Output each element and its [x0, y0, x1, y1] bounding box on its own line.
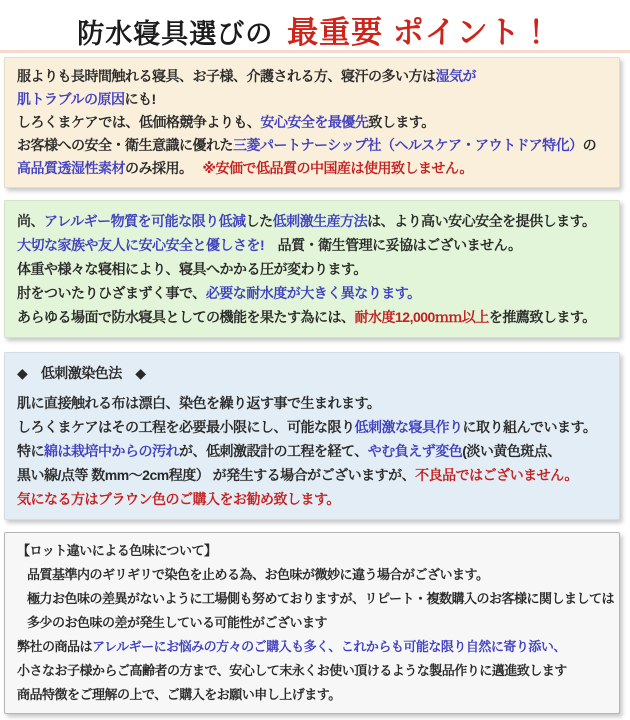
text-segment: 小さなお子様からご高齢者の方まで、安心して末永くお使い頂けるような製品作りに邁進致します: [17, 663, 567, 678]
text-segment: 低刺激な寝具作り: [354, 419, 463, 435]
text-line: [17, 157, 607, 180]
text-line: [17, 415, 607, 439]
text-segment: アレルギーにお悩みの方々のご購入も多く、これからも可能な限り自然に寄り添い、: [92, 639, 566, 654]
text-segment: あらゆる場面で防水寝具としての機能を果たす為には、: [17, 309, 355, 325]
section-dyeing-method-heading: ◆ 低刺激染色法 ◆: [17, 365, 146, 381]
text-line: [17, 611, 607, 635]
text-segment: 商品特徴をご理解の上で、ご購入をお願い申し上げます。: [17, 687, 341, 702]
divider-line: [0, 50, 630, 53]
text-segment: の: [582, 137, 597, 153]
text-segment: が、低刺激設計の工程を経て、: [179, 443, 368, 459]
text-line: [17, 111, 607, 134]
text-segment: 大切な家族や友人に安心安全と優しさを!: [17, 237, 265, 253]
text-segment: 三菱パートナーシップ社（ヘルスケア・アウトドア特化）: [233, 137, 583, 153]
page-title-highlight: 最重要 ポイント！: [287, 15, 553, 50]
text-line: [17, 209, 607, 233]
text-segment: やむ負えず変色: [367, 443, 463, 459]
text-line: [17, 635, 607, 659]
text-segment: 肘をついたりひざまずく事で、: [17, 285, 206, 301]
text-segment: のみ採用。: [125, 160, 203, 176]
page-title: [0, 0, 630, 52]
text-segment: ※安価で低品質の中国産は使用致しません。: [202, 160, 473, 176]
text-segment: した: [245, 213, 273, 229]
section-lot-color-note-body: [17, 563, 614, 707]
text-segment: しろくまケアでは、低価格競争よりも、: [17, 114, 261, 130]
text-line: [17, 65, 607, 88]
text-segment: 耐水度12,000ｍｍ以上: [354, 309, 489, 325]
text-segment: 安心安全を最優先: [260, 114, 369, 130]
text-segment: 高品質透湿性素材: [17, 160, 125, 176]
text-segment: しろくまケアはその工程を必要最小限にし、可能な限り: [17, 419, 355, 435]
text-line: [17, 487, 607, 511]
section-lot-color-note-heading: 【ロット違いによる色味について】: [17, 543, 217, 558]
text-segment: 極力お色味の差異がないように工場側も努めておりますが、リピート・複数購入のお客様に関しましては: [27, 591, 614, 606]
section-lot-color-note: [4, 532, 620, 714]
text-segment: 多少のお色味の差が発生している可能性がございます: [27, 615, 328, 630]
text-segment: にも!: [124, 91, 156, 107]
text-line: [17, 391, 607, 415]
text-segment: (淡い黄色斑点、: [462, 443, 561, 459]
text-line: [17, 281, 607, 305]
text-segment: 品質基準内のギリギリで染色を止める為、お色味が微妙に違う場合がございます。: [27, 567, 489, 582]
section-dyeing-method: [4, 352, 620, 520]
text-line: [17, 305, 607, 329]
text-segment: 低刺激生産方法: [272, 213, 368, 229]
text-segment: 黒い線/点等 数mm〜2cm程度） が発生する場合がございますが、: [17, 467, 416, 483]
text-segment: 湿気が: [435, 68, 476, 84]
section-dyeing-method-body: [17, 391, 607, 511]
text-segment: 体重や様々な寝相により、寝具へかかる圧が変わります。: [17, 261, 367, 277]
text-segment: を推薦致します。: [488, 309, 596, 325]
text-segment: 肌に直接触れる布は漂白、染色を繰り返す事で生まれます。: [17, 395, 381, 411]
text-segment: 気になる方はブラウン色のご購入をお勧め致します。: [17, 491, 340, 507]
text-line: [17, 659, 607, 683]
text-line: [17, 88, 607, 111]
text-segment: 特に: [17, 443, 44, 459]
text-line: [17, 257, 607, 281]
page-title-main: 防水寝具選びの: [77, 19, 274, 49]
text-line: [17, 683, 607, 707]
text-line: [17, 563, 607, 587]
section-safety-policy-body: [17, 65, 607, 180]
text-segment: 品質・衛生管理に妥協はございません。: [264, 237, 522, 253]
text-segment: 肌トラブルの原因: [17, 91, 125, 107]
section-hypoallergenic-waterproof: [4, 200, 620, 338]
section-safety-policy: [4, 57, 620, 188]
text-segment: 致します。: [368, 114, 435, 130]
text-segment: 綿は栽培中からの汚れ: [44, 443, 179, 459]
text-line: [17, 134, 607, 157]
text-segment: 服よりも長時間触れる寝具、お子様、介護される方、寝汗の多い方は: [17, 68, 436, 84]
text-line: [17, 463, 607, 487]
text-segment: は、より高い安心安全を提供します。: [367, 213, 596, 229]
section-hypoallergenic-waterproof-body: [17, 209, 607, 329]
text-segment: に取り組んでいます。: [462, 419, 597, 435]
text-line: [17, 439, 607, 463]
text-segment: お客様への安全・衛生意識に優れた: [17, 137, 233, 153]
text-segment: 必要な耐水度が大きく異なります。: [205, 285, 421, 301]
text-segment: 不良品ではございません。: [415, 467, 578, 483]
text-line: [17, 233, 607, 257]
text-line: [17, 587, 614, 611]
text-segment: 弊社の商品は: [17, 639, 93, 654]
text-segment: 尚、: [17, 213, 44, 229]
text-segment: アレルギー物質を可能な限り低減: [44, 213, 246, 229]
